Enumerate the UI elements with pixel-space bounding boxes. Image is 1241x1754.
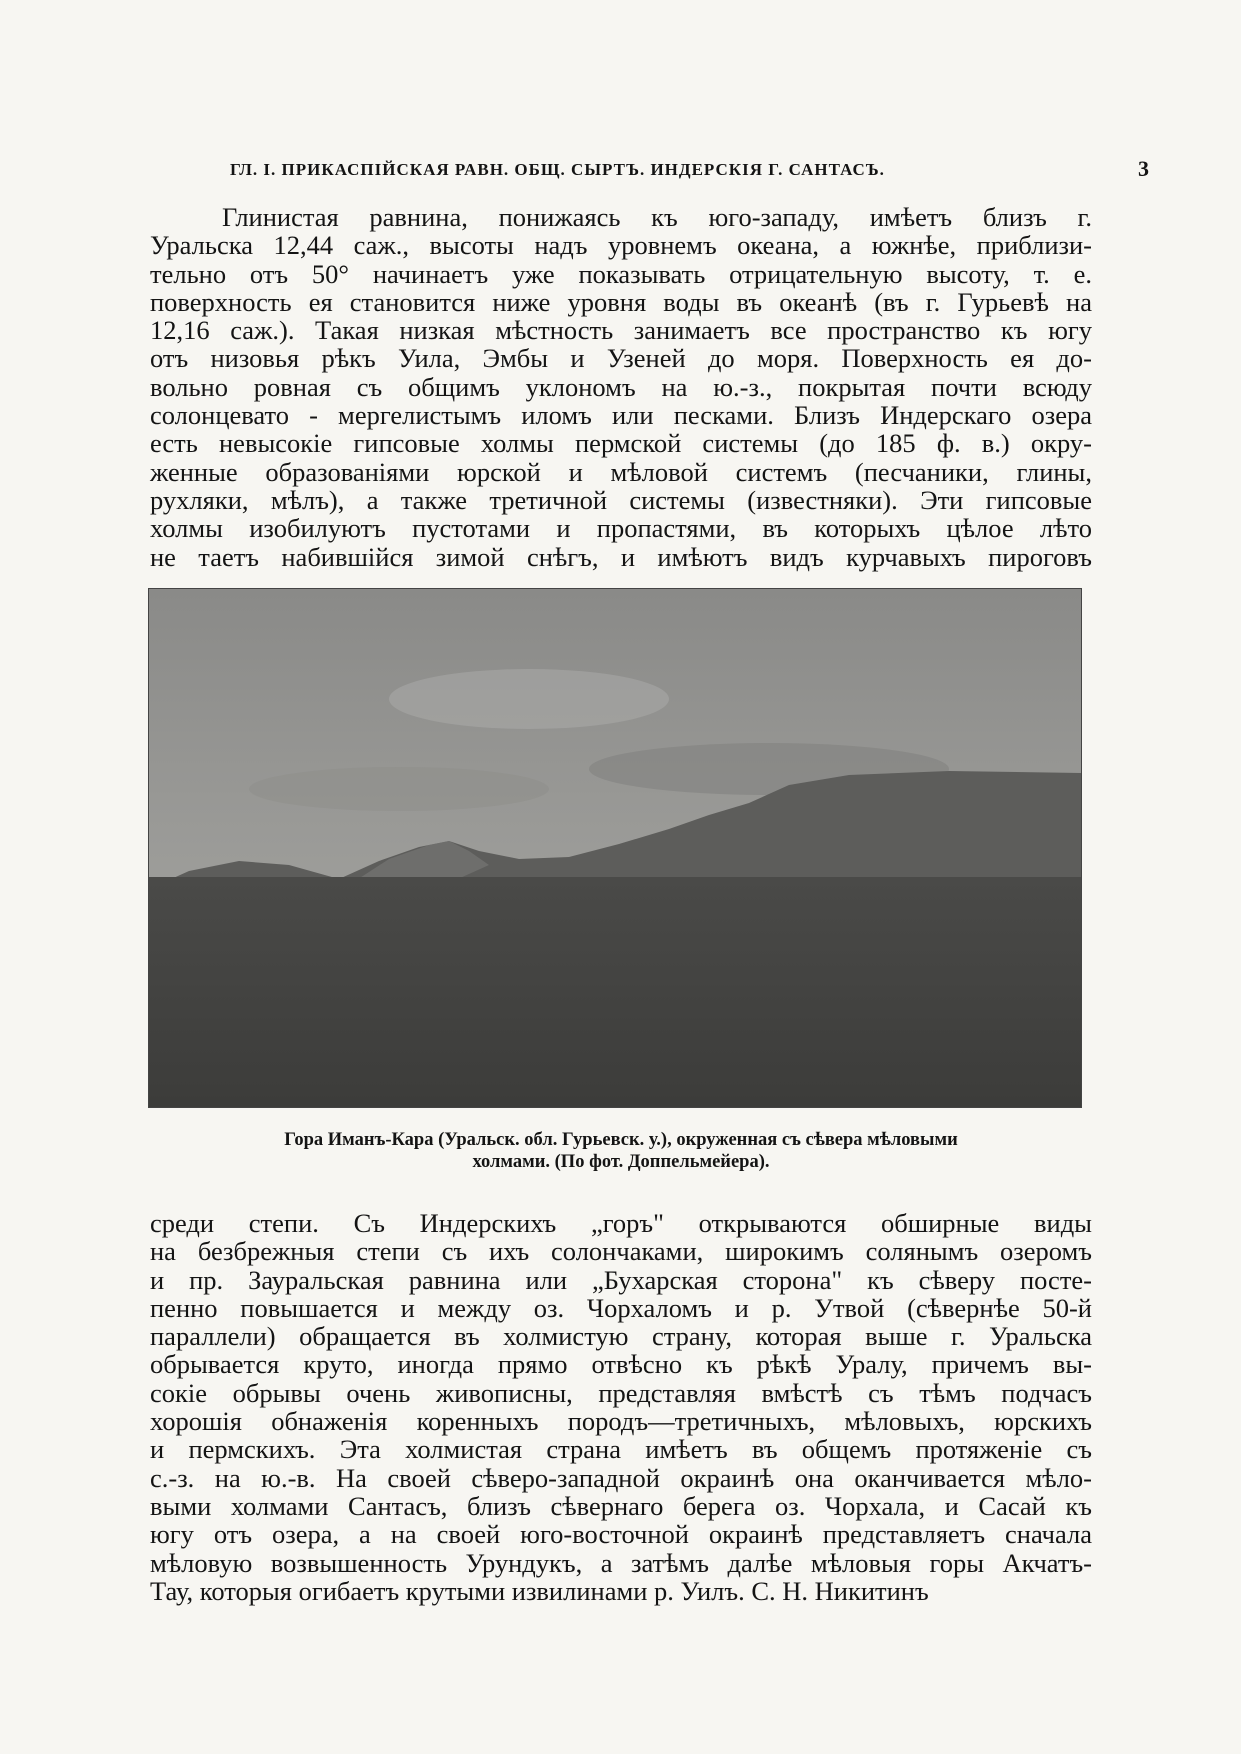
text-line: югу отъ озера, а на своей юго-восточной окраинѣ представляетъ сначала <box>150 1519 1092 1550</box>
text-line: мѣловую возвышенность Урундукъ, а затѣмъ далѣе мѣловыя горы Акчатъ- <box>150 1547 1092 1578</box>
text-line: на безбрежныя степи съ ихъ солончаками, широкимъ солянымъ озеромъ <box>150 1236 1092 1267</box>
text-line: есть невысокіе гипсовые холмы пермской системы (до 185 ф. в.) окру- <box>150 428 1092 459</box>
photo-illustration <box>149 589 1081 1107</box>
text-line: с.-з. на ю.-в. На своей сѣверо-западной окраинѣ она оканчивается мѣло- <box>150 1462 1092 1493</box>
text-line: поверхность ея становится ниже уровня воды въ океанѣ (въ г. Гурьевѣ на <box>150 286 1092 317</box>
text-line: 12,16 саж.). Такая низкая мѣстность занимаетъ все пространство къ югу <box>150 315 1092 346</box>
text-line: сокіе обрывы очень живописны, представляя вмѣстѣ съ тѣмъ подчасъ <box>150 1377 1092 1408</box>
text-line: Тау, которыя огибаетъ крутыми извилинами р. Уилъ. С. Н. Никитинъ <box>150 1575 929 1606</box>
text-line: солонцевато - мергелистымъ иломъ или песками. Близъ Индерскаго озера <box>150 400 1092 431</box>
text-line: пенно повышается и между оз. Чорхаломъ и р. Утвой (сѣвернѣе 50-й <box>150 1292 1092 1323</box>
text-line: не таетъ набившійся зимой снѣгъ, и имѣютъ видъ курчавыхъ пироговъ <box>150 541 1092 572</box>
text-line: Уральска 12,44 саж., высоты надъ уровнемъ океана, а южнѣе, приблизи- <box>150 230 1092 261</box>
text-line: хорошія обнаженія коренныхъ породъ—третичныхъ, мѣловыхъ, юрскихъ <box>150 1406 1092 1437</box>
caption-line: Гора Иманъ-Кара (Уральск. обл. Гурьевск. у.), окруженная съ сѣвера мѣловыми <box>284 1130 958 1150</box>
running-header <box>230 156 1150 181</box>
paragraph-top <box>150 203 1092 571</box>
text-line: обрывается круто, иногда прямо отвѣсно къ рѣкѣ Уралу, причемъ вы- <box>150 1349 1092 1380</box>
text-line: вольно ровная съ общимъ уклономъ на ю.-з., покрытая почти всюду <box>150 371 1092 402</box>
text-line: отъ низовья рѣкъ Уила, Эмбы и Узеней до моря. Поверхность ея до- <box>150 343 1092 374</box>
paragraph-bottom <box>150 1209 1092 1605</box>
running-title: ГЛ. I. ПРИКАСПІЙСКАЯ РАВН. ОБЩ. СЫРТЪ. ИНДЕРСКІЯ Г. САНТАСЪ. <box>230 160 885 179</box>
figure-caption <box>150 1129 1092 1173</box>
caption-line: холмами. (По фот. Доппельмейера). <box>472 1152 770 1172</box>
text-line: выми холмами Сантасъ, близъ сѣвернаго берега оз. Чорхала, и Сасай къ <box>150 1490 1092 1521</box>
page-number: 3 <box>1138 156 1150 181</box>
text-line: среди степи. Съ Индерскихъ „горъ" открываются обширные виды <box>150 1208 1092 1238</box>
text-line: рухляки, мѣлъ), а также третичной системы (известняки). Эти гипсовые <box>150 484 1092 515</box>
landscape-photo <box>148 588 1082 1108</box>
text-line: параллели) обращается въ холмистую страну, которая выше г. Уральска <box>150 1321 1092 1352</box>
text-line: Глинистая равнина, понижаясь къ юго-западу, имѣетъ близъ г. <box>222 202 1092 232</box>
text-line: женные образованіями юрской и мѣловой системъ (песчаники, глины, <box>150 456 1092 487</box>
text-line: холмы изобилуютъ пустотами и пропастями, въ которыхъ цѣлое лѣто <box>150 513 1092 544</box>
text-line: и пермскихъ. Эта холмистая страна имѣетъ въ общемъ протяженіе съ <box>150 1434 1092 1465</box>
text-line: тельно отъ 50° начинаетъ уже показывать отрицательную высоту, т. е. <box>150 258 1092 289</box>
text-line: и пр. Зауральская равнина или „Бухарская сторона" къ сѣверу посте- <box>150 1264 1092 1295</box>
